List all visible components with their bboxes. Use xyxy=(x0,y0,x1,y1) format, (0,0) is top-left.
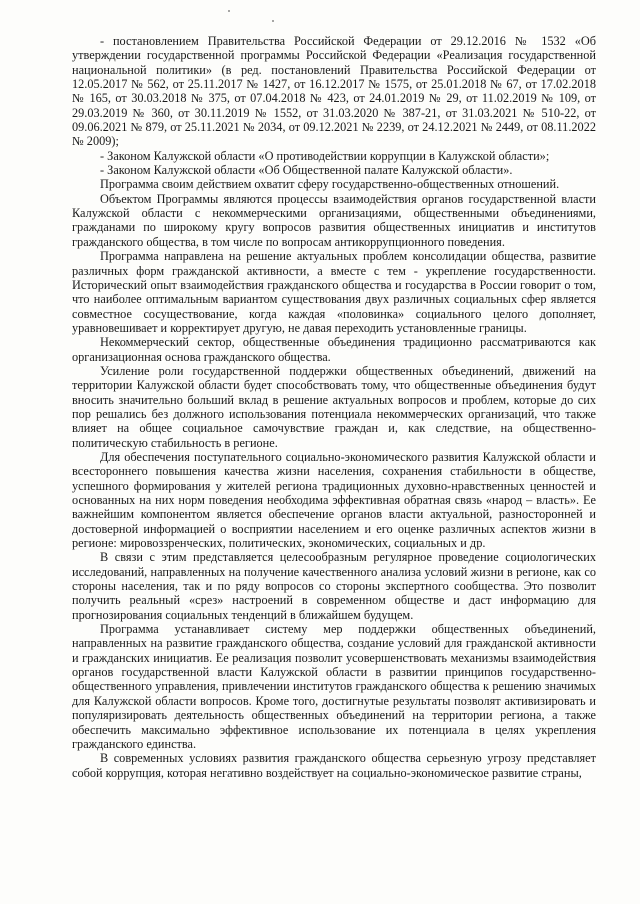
paragraph-decree-list-item: - постановлением Правительства Российской Федерации от 29.12.2016 № 1532 «Об утверждении государственной программы Российской Федерации «Реализация государственной национальной политики» (в ред. постановлений Правительства Российской Федерации от 12.05.2017 № 562, от 25.11.2017 № 1427, от 16.12.2017 № 1575, от 25.01.2018 № 67, от 17.02.2018 № 165, от 30.03.2018 № 375, от 07.04.2018 № 423, от 24.01.2019 № 29, от 11.02.2019 № 109, от 29.03.2019 № 360, от 30.11.2019 № 1552, от 31.03.2020 № 387-21, от 31.03.2021 № 510-22, от 09.06.2021 № 879, от 25.11.2021 № 2034, от 09.12.2021 № 2239, от 24.12.2021 № 2449, от 08.11.2022 № 2009); xyxy=(72,34,596,149)
document-body xyxy=(72,34,596,780)
paragraph-program-object: Объектом Программы являются процессы взаимодействия органов государственной власти Калужской области с некоммерческими организациями, общественными объединениями, гражданами по широкому кругу вопросов развития общественных инициатив и институтов гражданского общества, в том числе по вопросам антикоррупционного поведения. xyxy=(72,191,596,249)
paragraph-state-support: Усиление роли государственной поддержки общественных объединений, движений на территории Калужской области будет способствовать тому, что общественные объединения будут вносить значительно больший вклад в решение актуальных вопросов и проблем, которые до сих пор решались без должного использования потенциала некоммерческих организаций, что также влияет на общее социальное самочувствие граждан и, как следствие, на общественно-политическую стабильность в регионе. xyxy=(72,363,596,450)
scan-speck xyxy=(228,10,230,12)
paragraph-law-anticorruption: - Законом Калужской области «О противодействии коррупции в Калужской области»; xyxy=(100,148,550,163)
paragraph-corruption-threat: В современных условиях развития гражданского общества серьезную угрозу представляет собой коррупция, которая негативно воздействует на социально-экономическое развитие страны, xyxy=(72,751,596,780)
paragraph-support-measures: Программа устанавливает систему мер поддержки общественных объединений, направленных на развитие гражданского общества, создание условий для гражданской активности и гражданских инициатив. Ее реализация позволит усовершенствовать механизмы взаимодействия органов государственной власти Калужской области в развитии принципов государственно-общественного управления, привлечении институтов гражданского общества к решению значимых для Калужской области вопросов. Кроме того, достигнутые результаты позволят активизировать и популяризировать деятельность общественных объединений на территории региона, а также обеспечить максимально эффективное использование их потенциала в целях укрепления гражданского единства. xyxy=(72,622,596,751)
paragraph-law-public-chamber: - Законом Калужской области «Об Общественной палате Калужской области». xyxy=(100,163,513,178)
paragraph-feedback: Для обеспечения поступательного социально-экономического развития Калужской области и всестороннего повышения качества жизни населения, сохранения стабильности в обществе, успешного формирования у жителей региона традиционных духовно-нравственных ценностей и основанных на них норм поведения необходима эффективная обратная связь «народ – власть». Ее важнейшим компонентом является обеспечение органов власти актуальной, разносторонней и достоверной информацией о восприятии населением и его оценке различных аспектов жизни в регионе: мировоззренческих, политических, экономических, социальных и др. xyxy=(72,449,596,551)
paragraph-nonprofit-sector: Некоммерческий сектор, общественные объединения традиционно рассматриваются как организационная основа гражданского общества. xyxy=(72,335,596,364)
paragraph-program-aim: Программа направлена на решение актуальных проблем консолидации общества, развитие различных форм гражданской активности, а вместе с тем - укрепление государственности. Исторический опыт взаимодействия гражданского общества и государства в России говорит о том, что наиболее оптимальным вариантом существования двух различных социальных сфер является совместное сосуществование, когда каждая «половинка» социального целого дополняет, уравновешивает и корректирует другую, не давая переходить установленные границы. xyxy=(72,249,596,335)
paragraph-program-scope: Программа своим действием охватит сферу государственно-общественных отношений. xyxy=(100,177,560,192)
paragraph-sociological-research: В связи с этим представляется целесообразным регулярное проведение социологических исследований, направленных на получение качественного анализа условий жизни в регионе, как со стороны населения, так и по ряду вопросов со стороны экспертного сообщества. Это позволит получить реальный «срез» настроений в современном обществе и даст информацию для прогнозирования социальных тенденций в ближайшем будущем. xyxy=(72,550,596,622)
scan-speck xyxy=(272,20,274,22)
